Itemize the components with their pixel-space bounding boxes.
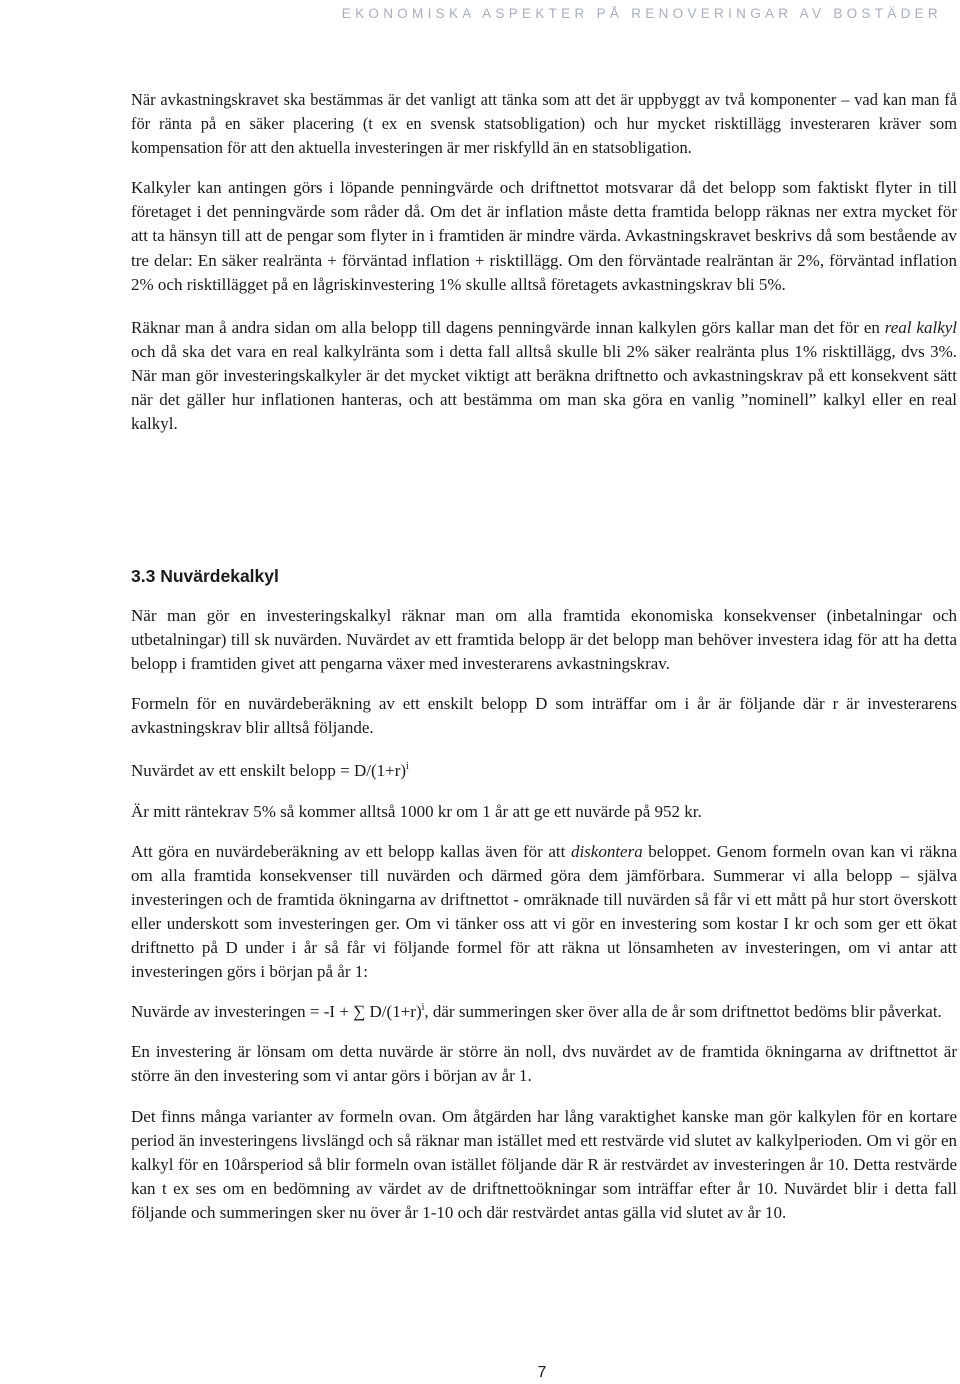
paragraph-nominal-calculation: Kalkyler kan antingen görs i löpande penningvärde och driftnettot motsvarar då det belopp som faktiskt flyter in till företaget i det penningvärde som råder då. Om det är inflation måste detta framtida belopp räknas ner extra mycket för att ta hänsyn till att de pengar som flyter in i framtiden är mindre värda. Avkastningskravet beskrivs då som bestående av tre delar: En säker realränta + förväntad inflation + risktillägg. Om den förväntade realräntan är 2%, förväntad inflation 2% och risktillägget på en lågriskinvestering 1% skulle alltså företagets avkastningskrav bli 5%. <box>131 178 957 294</box>
formula-exponent: i <box>421 1002 425 1014</box>
formula-exponent: i <box>406 761 409 773</box>
body-text <box>131 88 957 436</box>
term-diskontera: diskontera <box>570 841 643 861</box>
paragraph-formula-intro: Formeln för en nuvärdeberäkning av ett enskilt belopp D som inträffar om i år är följande där r är investerarens avkastningskrav blir alltså följande. <box>131 694 957 738</box>
section-heading: 3.3 Nuvärdekalkyl <box>131 566 279 586</box>
paragraph-discounting <box>131 840 957 985</box>
paragraph-present-value-intro: När man gör en investeringskalkyl räknar man om alla framtida ekonomiska konsekvenser (inbetalningar och utbetalningar) till sk nuvärden. Nuvärdet av ett framtida belopp är det belopp man behöver investera idag för att ha detta belopp i framtiden givet att pengarna växer med investerarens avkastningskrav. <box>131 606 957 674</box>
text-fragment: och då ska det vara en real kalkylränta som i detta fall alltså skulle bli 2% säker realränta plus 1% risktillägg, dvs 3%. När man gör investeringskalkyler är det mycket viktigt att beräkna driftnetto och avkastningskrav på ett konsekvent sätt när det gäller hur inflationen hanteras, och att bestämma om man ska göra en vanlig ”nominell” kalkyl eller en real kalkyl. <box>131 341 957 434</box>
term-real-kalkyl: real kalkyl <box>884 317 958 337</box>
paragraph-variants: Det finns många varianter av formeln ovan. Om åtgärden har lång varaktighet kanske man gör kalkylen för en kortare period än investeringens livslängd och så räknar man istället med ett restvärde vid slutet av kalkylperioden. Om vi gör en kalkyl för en 10årsperiod så blir formeln ovan istället följande där R är restvärdet av investeringen år 10. Detta restvärde kan t ex ses om en bedömning av värdet av de driftnettoökningar som inträffar efter år 10. Nuvärdet blir i detta fall följande och summeringen sker nu över år 1-10 och där restvärdet antas gälla vid slutet av år 10. <box>131 1106 957 1222</box>
formula-text: D/(1+r) <box>365 1002 422 1022</box>
section-body <box>131 604 957 1225</box>
formula-text: , där summeringen sker över alla de år som driftnettot bedöms blir påverkat. <box>424 1002 942 1022</box>
sum-symbol: ∑ <box>353 1002 366 1022</box>
paragraph-required-return: När avkastningskravet ska bestämmas är det vanligt att tänka som att det är uppbyggt av två komponenter – vad kan man få för ränta på en säker placering (t ex en svensk statsobligation) och hur mycket risktillägg investeraren kräver som kompensation för att den aktuella investeringen är mer riskfylld än en statsobligation. <box>131 90 957 158</box>
formula-npv <box>131 1000 957 1024</box>
paragraph-real-calculation <box>131 316 957 436</box>
paragraph-profitability: En investering är lönsam om detta nuvärde är större än noll, dvs nuvärdet av de framtida ökningarna av driftnettot är större än den investering som vi antar görs i början av år 1. <box>131 1042 957 1086</box>
page-number: 7 <box>537 1364 547 1381</box>
formula-present-value <box>131 759 957 783</box>
text-fragment: Att göra en nuvärdeberäkning av ett belopp kallas även för att <box>131 841 571 861</box>
formula-text: Nuvärde av investeringen = -I + <box>131 1002 354 1022</box>
running-header: EKONOMISKA ASPEKTER PÅ RENOVERINGAR AV BOSTÄDER <box>341 6 942 21</box>
text-fragment: Räknar man å andra sidan om alla belopp till dagens penningvärde innan kalkylen görs kallar man det för en <box>131 317 885 337</box>
paragraph-example: Är mitt räntekrav 5% så kommer alltså 1000 kr om 1 år att ge ett nuvärde på 952 kr. <box>131 801 702 821</box>
text-fragment: beloppet. Genom formeln ovan kan vi räkna om alla framtida konsekvenser till nuvärden och därmed göra dem jämförbara. Summerar vi alla belopp – själva investeringen och de framtida ökningarna av driftnettot - omräknade till nuvärden så får vi ett mått på hur stort överskott eller underskott som investeringen ger. Om vi tänker oss att vi gör en investering som kostar I kr och som ger ett ökat driftnetto på D under i år så får vi följande formel för att räkna ut lönsamheten av investeringen, om vi antar att investeringen görs i början på år 1: <box>131 841 957 982</box>
formula-text: Nuvärdet av ett enskilt belopp = D/(1+r) <box>131 761 407 781</box>
